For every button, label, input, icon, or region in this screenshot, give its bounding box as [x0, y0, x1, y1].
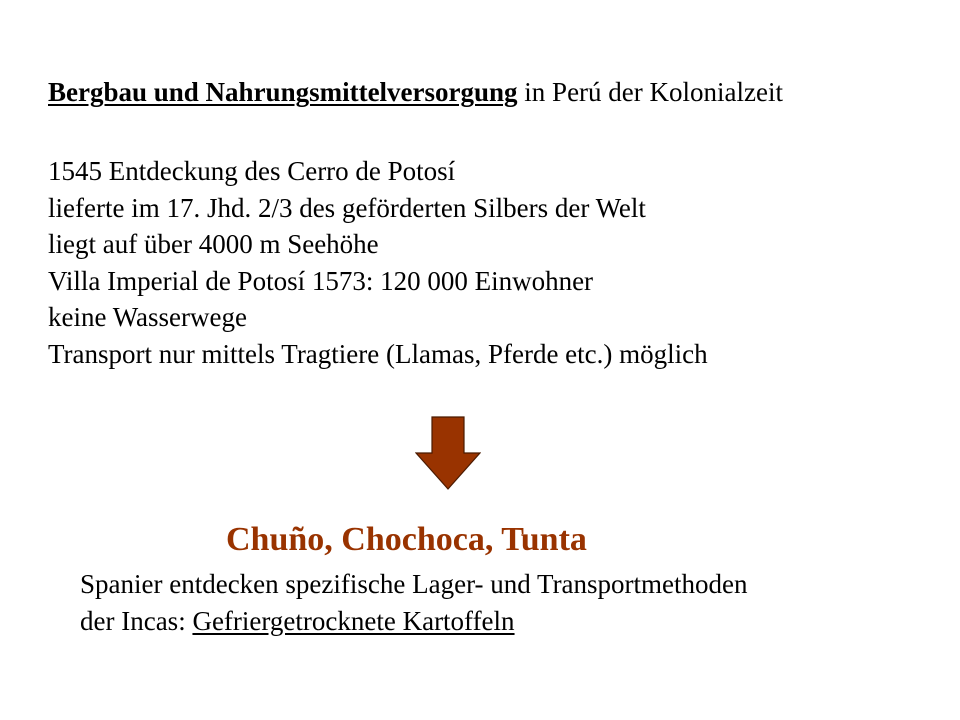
fact-item: keine Wasserwege: [48, 302, 247, 332]
fact-item: liegt auf über 4000 m Seehöhe: [48, 229, 379, 259]
title-strong-text: Bergbau und Nahrungsmittelversorgung: [48, 77, 518, 107]
conclusion-underlined-term: Gefriergetrocknete Kartoffeln: [192, 606, 515, 636]
down-arrow-shape: [416, 417, 480, 489]
conclusion-prefix: der Incas:: [80, 606, 193, 636]
title-rest-text: in Perú der Kolonialzeit: [517, 77, 783, 107]
slide-title: [48, 74, 783, 110]
down-arrow-icon: [415, 416, 481, 490]
conclusion-text: [80, 566, 748, 640]
highlight-heading: Chuño, Chochoca, Tunta: [226, 521, 587, 558]
fact-item: lieferte im 17. Jhd. 2/3 des geförderten Silbers der Welt: [48, 192, 646, 223]
fact-item: 1545 Entdeckung des Cerro de Potosí: [48, 156, 456, 186]
fact-list: [48, 153, 708, 372]
conclusion-line-2: [80, 603, 748, 640]
fact-item: Transport nur mittels Tragtiere (Llamas, Pferde etc.) möglich: [48, 338, 708, 369]
conclusion-line-1: Spanier entdecken spezifische Lager- und Transportmethoden: [80, 569, 748, 599]
fact-item: Villa Imperial de Potosí 1573: 120 000 Einwohner: [48, 265, 594, 296]
